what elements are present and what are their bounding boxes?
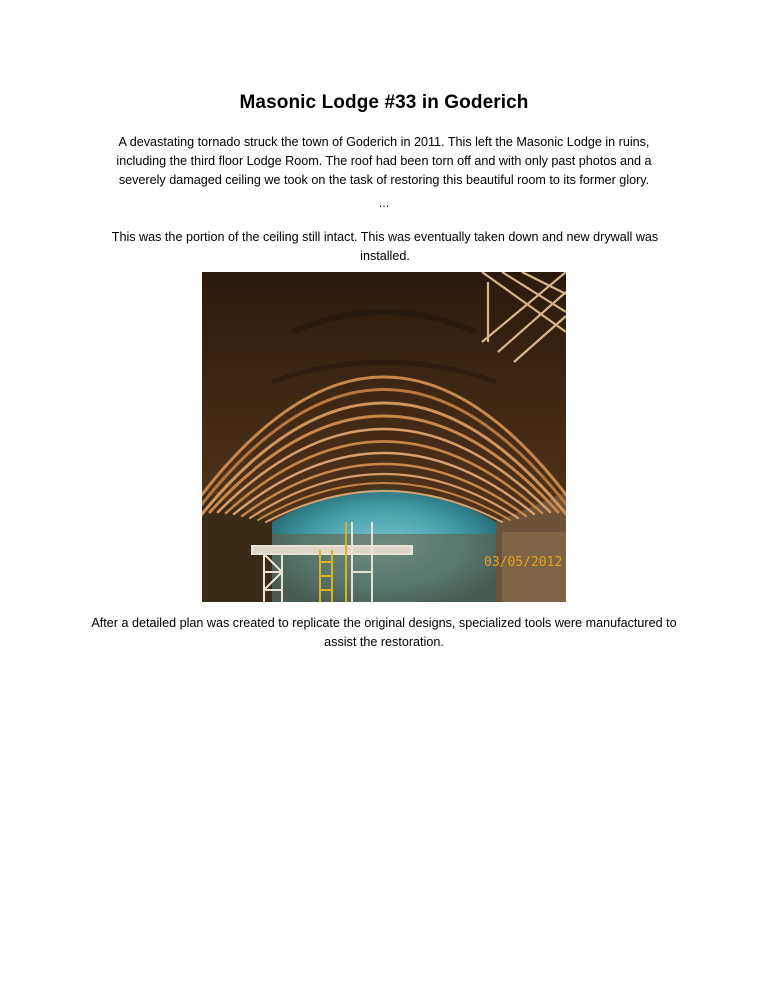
ceiling-photo-illustration xyxy=(202,272,566,602)
photo-date-stamp: 03/05/2012 xyxy=(484,555,563,570)
tools-paragraph: After a detailed plan was created to replicate the original designs, specialized tools were manufactured to assist the restoration. xyxy=(91,616,677,649)
ceiling-caption: This was the portion of the ceiling still intact. This was eventually taken down and new drywall was installed. xyxy=(111,230,659,263)
page-title: Masonic Lodge #33 in Goderich xyxy=(239,92,529,113)
intro-paragraph: A devastating tornado struck the town of Goderich in 2011. This left the Masonic Lodge in ruins, including the third floor Lodge Room. The roof had been torn off and with only past photos and a severely damaged ceiling we took on the task of restoring this beautiful room to its former glory. xyxy=(116,135,652,187)
ceiling-photo xyxy=(202,272,566,602)
ellipsis-separator: … xyxy=(378,198,390,210)
